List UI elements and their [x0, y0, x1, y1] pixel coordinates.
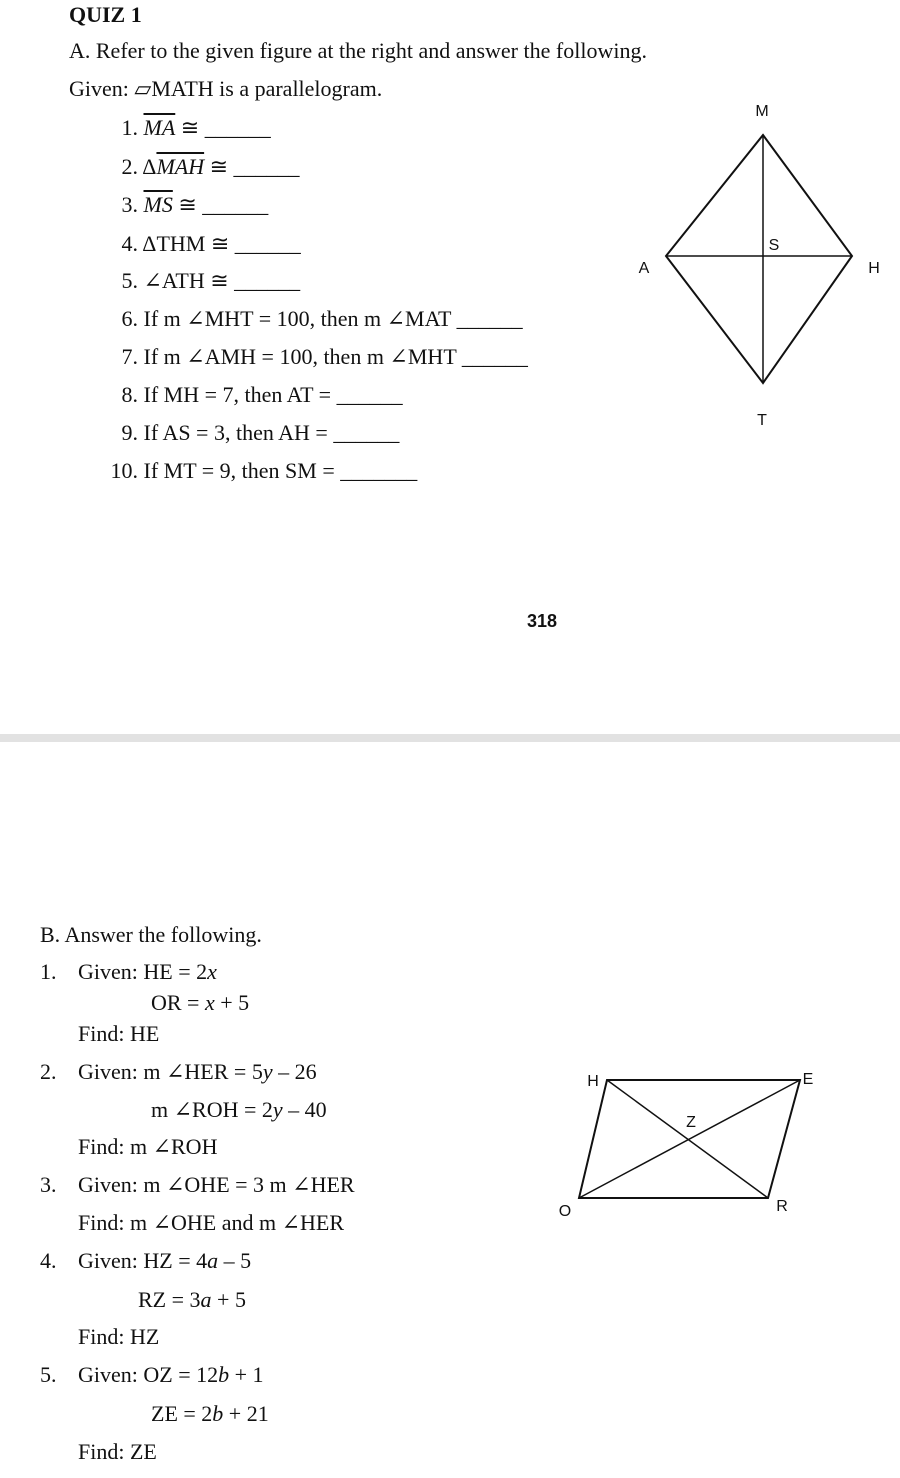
given-prefix: Given: [69, 76, 129, 101]
equation-text: RZ = 3 [138, 1287, 201, 1312]
given-text: – 5 [218, 1248, 252, 1273]
item-text: ≅ ______ [175, 115, 271, 140]
item-number: 4. [121, 231, 138, 256]
triangle-symbol: Δ [142, 154, 157, 179]
rhombus-outline [666, 135, 852, 383]
problem-4-line2 [138, 1287, 246, 1313]
problem-1-given [40, 959, 217, 985]
item-number: 10. [110, 458, 138, 483]
figure-parallelogram-hero [540, 1052, 840, 1232]
variable: y [272, 1097, 283, 1122]
problem-number: 3. [40, 1172, 57, 1197]
item-text: If MH = 7, then AT = ______ [143, 382, 403, 407]
quiz-item-8 [100, 382, 403, 408]
page-separator [0, 734, 900, 742]
quiz-item-9 [100, 420, 399, 446]
figure-rhombus-math [620, 95, 900, 435]
item-number: 2. [121, 154, 138, 179]
equation-text: + 21 [223, 1401, 269, 1426]
given-text: Given: HE = 2 [78, 959, 208, 984]
problem-1-line2 [151, 990, 249, 1016]
problem-4-given [40, 1248, 251, 1274]
problem-5-given [40, 1362, 264, 1388]
item-text: If m ∠MHT = 100, then m ∠MAT ______ [143, 306, 523, 331]
quiz-item-7 [100, 344, 528, 370]
equation-text: OR = [151, 990, 205, 1015]
part-b-instruction: B. Answer the following. [40, 922, 262, 947]
quiz-title: QUIZ 1 [69, 2, 142, 27]
problem-2-find: Find: m ∠ROH [78, 1134, 218, 1159]
given-text: – 26 [272, 1059, 317, 1084]
vertex-label-o: O [558, 1203, 572, 1220]
vertex-label-e: E [802, 1071, 814, 1088]
item-number: 5. [121, 268, 138, 293]
problem-5-line2 [151, 1401, 269, 1427]
problem-5-find: Find: ZE [78, 1439, 157, 1464]
item-text: ∠ATH ≅ ______ [143, 268, 301, 293]
vertex-label-h: H [868, 260, 880, 277]
part-a-instruction: A. Refer to the given figure at the right and answer the following. [69, 38, 647, 63]
problem-4-find: Find: HZ [78, 1324, 160, 1349]
segment-mah: $\overline{MAH}$ [156, 154, 205, 179]
problem-number: 2. [40, 1059, 57, 1084]
item-text: If m ∠AMH = 100, then m ∠MHT ______ [143, 344, 528, 369]
vertex-label-h: H [587, 1073, 599, 1090]
item-text: If AS = 3, then AH = ______ [143, 420, 400, 445]
item-number: 7. [121, 344, 138, 369]
item-text: If MT = 9, then SM = _______ [143, 458, 418, 483]
equation-text: + 5 [211, 1287, 246, 1312]
quiz-item-1 [100, 115, 271, 141]
variable: x [204, 990, 215, 1015]
page-number: 318 [527, 611, 558, 631]
item-number: 8. [121, 382, 138, 407]
variable: a [200, 1287, 212, 1312]
variable: a [207, 1248, 219, 1273]
point-label-s: S [768, 237, 780, 254]
given-text: Given: m ∠HER = 5 [78, 1059, 263, 1084]
quiz-item-3 [100, 192, 268, 218]
variable: b [212, 1401, 224, 1426]
problem-2-line2 [151, 1097, 327, 1123]
variable: y [262, 1059, 273, 1084]
quiz-item-5 [100, 268, 300, 294]
vertex-label-a: A [638, 260, 650, 277]
item-number: 1. [121, 115, 138, 140]
item-text: ≅ ______ [172, 192, 269, 217]
vertex-label-m: M [755, 103, 769, 120]
diagonal-oe [579, 1080, 800, 1198]
variable: x [207, 959, 217, 984]
item-number: 9. [121, 420, 138, 445]
problem-2-given [40, 1059, 317, 1085]
equation-text: + 5 [214, 990, 250, 1015]
problem-number: 1. [40, 959, 57, 984]
page-318 [0, 0, 900, 734]
given-text: Given: OZ = 12 [78, 1362, 219, 1387]
quiz-item-10 [100, 458, 417, 484]
problem-1-find: Find: HE [78, 1021, 160, 1046]
problem-number: 5. [40, 1362, 57, 1387]
vertex-label-r: R [776, 1198, 788, 1215]
item-text: ΔTHM ≅ ______ [142, 231, 301, 256]
problem-number: 4. [40, 1248, 57, 1273]
segment-ma: $\overline{MA}$ [143, 115, 176, 140]
parallelogram-icon: ▱ [134, 76, 152, 101]
given-text: Given: HZ = 4 [78, 1248, 208, 1273]
quiz-item-4 [100, 231, 301, 257]
given-statement [69, 76, 382, 102]
point-label-z: Z [686, 1114, 696, 1131]
variable: b [218, 1362, 230, 1387]
diagonal-hr [607, 1080, 768, 1198]
given-text: Given: m ∠OHE = 3 m ∠HER [78, 1172, 355, 1197]
given-text: + 1 [229, 1362, 264, 1387]
problem-3-find: Find: m ∠OHE and m ∠HER [78, 1210, 345, 1235]
segment-ms: $\overline{MS}$ [143, 192, 173, 217]
equation-text: m ∠ROH = 2 [151, 1097, 273, 1122]
quiz-item-2 [100, 154, 300, 180]
given-rest: MATH is a parallelogram. [151, 76, 383, 101]
problem-3-given [40, 1172, 355, 1198]
equation-text: ZE = 2 [151, 1401, 213, 1426]
page-319 [0, 742, 900, 1478]
equation-text: – 40 [282, 1097, 327, 1122]
vertex-label-t: T [757, 412, 767, 429]
item-number: 6. [121, 306, 138, 331]
item-text: ≅ ______ [204, 154, 300, 179]
quiz-item-6 [100, 306, 523, 332]
item-number: 3. [121, 192, 138, 217]
